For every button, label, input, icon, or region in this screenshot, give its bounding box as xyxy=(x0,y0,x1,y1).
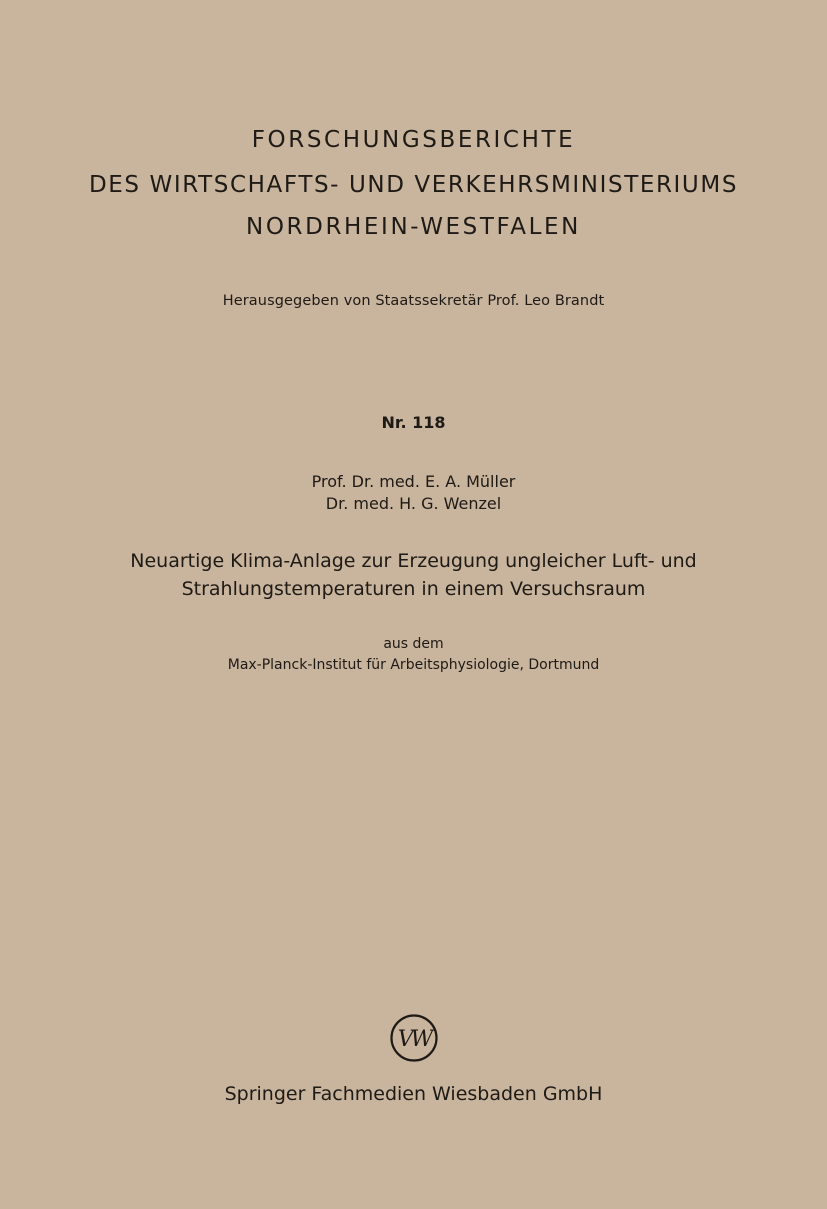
svg-text:VW: VW xyxy=(397,1027,431,1052)
editor-line: Herausgegeben von Staatssekretär Prof. Leo Brandt xyxy=(222,293,605,309)
book-title-line-2: Strahlungstemperaturen in einem Versuchsraum xyxy=(181,578,646,600)
author-2: Dr. med. H. G. Wenzel xyxy=(325,494,502,513)
origin-institute: Max-Planck-Institut für Arbeitsphysiologie, Dortmund xyxy=(227,657,600,673)
report-number: Nr. 118 xyxy=(381,413,446,432)
series-title-line-1: FORSCHUNGSBERICHTE xyxy=(251,127,576,153)
book-title-line-1: Neuartige Klima-Anlage zur Erzeugung ungleicher Luft- und xyxy=(130,550,697,572)
series-title-line-3: NORDRHEIN-WESTFALEN xyxy=(246,214,581,240)
springer-vw-monogram-logo xyxy=(389,1013,439,1063)
publisher-name: Springer Fachmedien Wiesbaden GmbH xyxy=(224,1083,603,1105)
series-title-line-2: DES WIRTSCHAFTS- UND VERKEHRSMINISTERIUMS xyxy=(88,172,739,198)
origin-prefix: aus dem xyxy=(383,636,444,652)
author-1: Prof. Dr. med. E. A. Müller xyxy=(311,472,516,491)
